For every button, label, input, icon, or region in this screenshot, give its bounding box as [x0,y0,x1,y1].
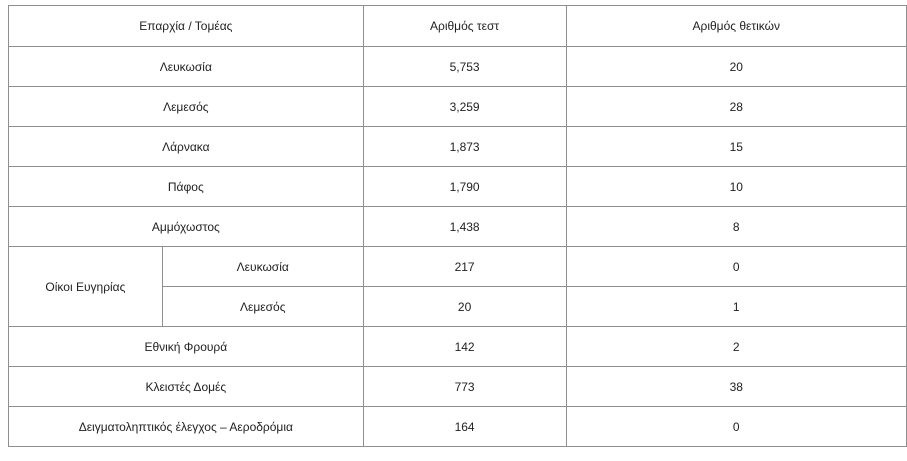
region-cell: Εθνική Φρουρά [9,327,364,367]
positives-cell: 0 [566,247,906,287]
header-region: Επαρχία / Τομέας [9,6,364,47]
testing-results-table [8,5,907,447]
table-row [9,127,907,167]
table-row [9,207,907,247]
table-row [9,367,907,407]
region-cell: Κλειστές Δομές [9,367,364,407]
tests-cell: 1,438 [363,207,566,247]
tests-cell: 3,259 [363,87,566,127]
tests-cell: 1,790 [363,167,566,207]
tests-cell: 773 [363,367,566,407]
tests-cell: 164 [363,407,566,447]
header-positives: Αριθμός θετικών [566,6,906,47]
region-cell: Πάφος [9,167,364,207]
table-header-row [9,6,907,47]
positives-cell: 0 [566,407,906,447]
subregion-cell: Λευκωσία [162,247,363,287]
positives-cell: 8 [566,207,906,247]
positives-cell: 38 [566,367,906,407]
subregion-cell: Λεμεσός [162,287,363,327]
table-row [9,47,907,87]
region-cell: Αμμόχωστος [9,207,364,247]
positives-cell: 2 [566,327,906,367]
tests-cell: 1,873 [363,127,566,167]
region-cell: Λεμεσός [9,87,364,127]
positives-cell: 10 [566,167,906,207]
positives-cell: 15 [566,127,906,167]
tests-cell: 217 [363,247,566,287]
positives-cell: 28 [566,87,906,127]
tests-cell: 5,753 [363,47,566,87]
header-tests: Αριθμός τεστ [363,6,566,47]
region-cell: Λευκωσία [9,47,364,87]
table-row [9,87,907,127]
positives-cell: 1 [566,287,906,327]
table-row [9,247,907,287]
table-row [9,407,907,447]
positives-cell: 20 [566,47,906,87]
tests-cell: 20 [363,287,566,327]
region-cell: Λάρνακα [9,127,364,167]
table-row [9,167,907,207]
care-homes-label: Οίκοι Ευγηρίας [9,247,163,327]
table-row [9,327,907,367]
tests-cell: 142 [363,327,566,367]
region-cell: Δειγματοληπτικός έλεγχος – Αεροδρόμια [9,407,364,447]
